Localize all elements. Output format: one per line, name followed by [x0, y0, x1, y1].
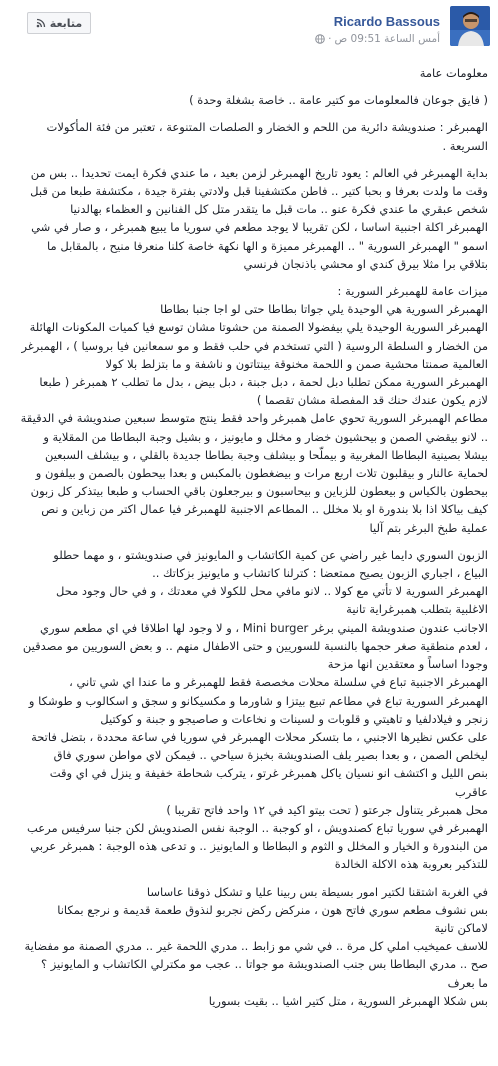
- post-text-line: شخص عبقري ما عندي فكرة عنو .. مات قبل ما يتقدر متل كل الفنانين و العظماء بهالدنيا: [70, 202, 488, 217]
- paragraph-gap: [14, 537, 488, 546]
- post-text-line: الهمبرغر السورية هي الوحيدة يلي جواتا بطاطا حتى لو اجا جنبا بطاطا: [160, 302, 488, 317]
- post-text-line: الهمبرغر اكلة اجنبية اساسا ، لكن تقريبا لا يوجد مطعم في سوريا ما يبيع همبرغر ، و صار في شي: [31, 220, 488, 235]
- post-text-line: ما بعرف: [447, 975, 488, 990]
- post-text-line: لاماكن تانية: [434, 920, 488, 935]
- post-text-line: الاغلبية بتطلب همبرغراية تانية: [346, 602, 488, 617]
- post-text-line: الاجانب عندون صندويشة الميني برغر Mini burger ، و لا وجود لها اطلاقا في اي مطعم سوري: [39, 620, 488, 635]
- post-text-line: على عكس نظيرها الاجنبي ، ما بتسكر محلات الهمبرغر في سوريا في ساعة محددة ، بتضل فاتحة: [31, 729, 488, 744]
- post-body: [14, 64, 488, 1010]
- post-text-line: الهمبرغر السورية الوحيدة يلي بيفضولا الصمنة من حشوتا مشان توسع فيا كميات المكونات الهائلة: [29, 320, 488, 335]
- separator-dot: ·: [328, 33, 332, 45]
- post-text-line: اسمو " الهمبرغر السورية " .. الهمبرغر مميزة و الها نكهة خاصة كلنا منعرفا منيح ، بالمقابل ما: [47, 238, 488, 253]
- post-text-line: مطاعم الهمبرغر السورية تحوي عامل همبرغر واحد فقط ينتج متوسط سبعين صندويشة في الدقيقة: [20, 411, 488, 426]
- post-text-line: من البندورة و الخيار و المخلل و الثوم و البطاطا و المايونيز .. و تدعى هذه الوجبة : همبرغر عربي: [30, 839, 488, 854]
- post-text-line: بس نشوف مطعم سوري فاتح هون ، منركض ركض نجربو لنذوق طعمة قديمة و نرجع بمكانا: [57, 902, 488, 917]
- post-text-line: بتلاقي برا مثلا بيرق كندي او محشي باذنجان فرنسي: [243, 256, 488, 271]
- post-text-line: العالمية صمنتا محشية صمن و اللحمة مخنوقة بينتاتون و ناشفة و ما بتزلط بلا كولا: [105, 356, 488, 371]
- paragraph-gap: [14, 109, 488, 118]
- post-text-line: من الخضار و السلطة الروسية ( التي تستخدم في حلب فقط و مو سمعانين فيا بروسيا ) ، الهمبرغر: [21, 338, 488, 353]
- post-text-line: وجودا اساساً و معتقدين انها مزحة: [327, 657, 488, 672]
- post-text-line: لحماية عالنار و بيقلبون تلات اربع مرات و بيضغطون بالمكبس و بعدا بيحطون بالصمن و بيلفون و: [35, 466, 488, 481]
- post-text-line: الهمبرغر السورية تباع في مطاعم تبيع بيتزا و شاورما و مكسيكانو و سجق و اسكالوب و طوشكا و: [28, 693, 488, 708]
- follow-label: متابعة: [49, 16, 83, 30]
- post-timestamp[interactable]: أمس الساعة 09:51 ص: [334, 33, 440, 45]
- post-text-line: في الغربة اشتقنا لكتير امور بسيطة بس ربينا عليا و تشكل ذوقنا عاساسا: [146, 884, 488, 899]
- avatar[interactable]: [450, 6, 490, 46]
- post-text-line: السريعة .: [442, 138, 488, 153]
- post-text-line: معلومات عامة: [419, 66, 488, 80]
- paragraph-gap: [14, 155, 488, 164]
- post-text-line: الهمبرغر الاجنبية تباع في سلسلة محلات مخصصة فقط للهمبرغر و ما عندا اي شي تاني ،: [69, 675, 488, 690]
- paragraph-gap: [14, 273, 488, 282]
- post-text-line: كيف بياكلا اذا بلا بندورة او بلا مخلل .. المطاعم الاجنبية للهمبرغر فيا عمال اكتر من زباين و نص: [41, 502, 488, 517]
- post-header: [0, 0, 498, 58]
- post-text-line: الهمبرغر : صندويشة دائرية من اللحم و الخضار و الصلصات المتنوعة ، تعتبر من فئة المأكولات: [46, 120, 488, 135]
- post-text-line: البياع ، اجباري الزبون يصيح ممتعضا : كترلنا كاتشاب و مايونيز بزكاتك ..: [152, 566, 488, 581]
- post-text-line: ميزات عامة للهمبرغر السورية :: [337, 284, 488, 299]
- author-name[interactable]: Ricardo Bassous: [333, 14, 440, 29]
- post-text-line: بنص الليل و اكتشف انو نسيان ياكل همبرغر غرتو ، يتركب شحاطة خفيفة و ينزل في اي وقت عاقرب: [49, 766, 488, 799]
- post-text-line: ( فايق جوعان فالمعلومات مو كتير عامة .. خاصة بشغلة وحدة ): [189, 93, 488, 108]
- post-meta: [315, 33, 440, 45]
- post-text-line: الزبون السوري دايما غير راضي عن كمية الكاتشاب و المايونيز في صندويشتو ، و مهما حطلو: [53, 547, 488, 562]
- post-text-line: بداية الهمبرغر في العالم : يعود تاريخ الهمبرغر لزمن بعيد ، ما عندي فكرة ايمت تحديدا .. بس من: [30, 165, 488, 180]
- post-text-line: لازم يكون عندك حنك قد المفصلة مشان تقصما ): [256, 393, 488, 408]
- post-text-line: صح .. مدري البطاطا بس جنب الصندويشة مو جواتا .. عجب مو مكترلي الكاتشاب و المايونيز ؟: [40, 957, 488, 972]
- post-text-line: عملية طبخ البرغر بتم آليا: [369, 520, 488, 535]
- post-text-line: محل همبرغر يتناول جرعتو ( تحت بيتو اكيد في ١٢ واحد فاتح تقريبا ): [166, 802, 488, 817]
- avatar-image: [450, 6, 490, 46]
- post-text-line: الهمبرغر السورية لا تأتي مع كولا .. لانو مافي محل للكولا في معدتك ، و في حال وجود محل: [55, 584, 488, 599]
- post-text-line: بس شكلا الهمبرغر السورية ، متل كتير اشيا .. بقيت بسوريا: [208, 993, 488, 1008]
- paragraph-gap: [14, 82, 488, 91]
- post-text-line: .. لانو بيقضي الصمن و بيحشيون خضار و مخلل و مايونيز ، و بشيل وجبة البطاطا من المقلاية و: [43, 429, 488, 444]
- follow-button[interactable]: [27, 12, 91, 34]
- post-text-line: ، لعدم منطقية صغر حجمها بالنسبة للسوريين و حتى الاطفال منهم .. و بعض السوريين مو مصدقين: [22, 638, 488, 653]
- paragraph-gap: [14, 874, 488, 883]
- post-text-line: الهمبرغر السورية ممكن تطلبا دبل لحمة ، دبل جبنة ، دبل بيض ، بدل ما تطلب ٢ همبرغر ( طبعا: [39, 375, 488, 390]
- globe-icon[interactable]: [315, 34, 325, 44]
- post-text-line: للاسف عميخيب املي كل مرة .. في شي مو زابط .. مدري اللحمة غير .. مدري الصمنة مو مفضاية: [24, 939, 488, 954]
- post-text-line: بيشلا بصينية البطاطا المغربية و بيملّحا و بيشلف وجبة بطاطا جديدة بالقلي ، و بيشلف السبعين: [44, 447, 488, 462]
- post-text-line: بيحطون بالكياس و بيعطون للزباين و بيحاسبون و بيرجعلون باقي الحساب و طبعا بيتذكر كل زبون: [30, 484, 488, 499]
- rss-icon: [36, 18, 46, 28]
- post-text-line: الهمبرغر في سوريا تباع كصندويش ، او كوجبة .. الوجبة نفس الصندويش لكن جنبا سرفيس مرعب: [27, 820, 488, 835]
- post-text-line: زنجر و فيلادلفيا و تاهيتي و قلوبات و لسينات و نخاعات و صاصيجو و جبنة و كوكتيل: [100, 711, 488, 726]
- post-text-line: للتذكير بعروبة هذه الاكلة الخالدة: [334, 857, 488, 872]
- post-text-line: وقت ما ولدت بعرفا و بحبا كتير .. فاطن مكتشفينا قبل ولادتي بفترة جيدة ، مكتشفة طبعا من قبل: [30, 184, 488, 199]
- post-text-line: ليخلص الصمن ، و بعدا بصير يلف الصندويشة بخبزة سياحي .. فيمكن لاي مواطن سوري فاق: [53, 748, 488, 763]
